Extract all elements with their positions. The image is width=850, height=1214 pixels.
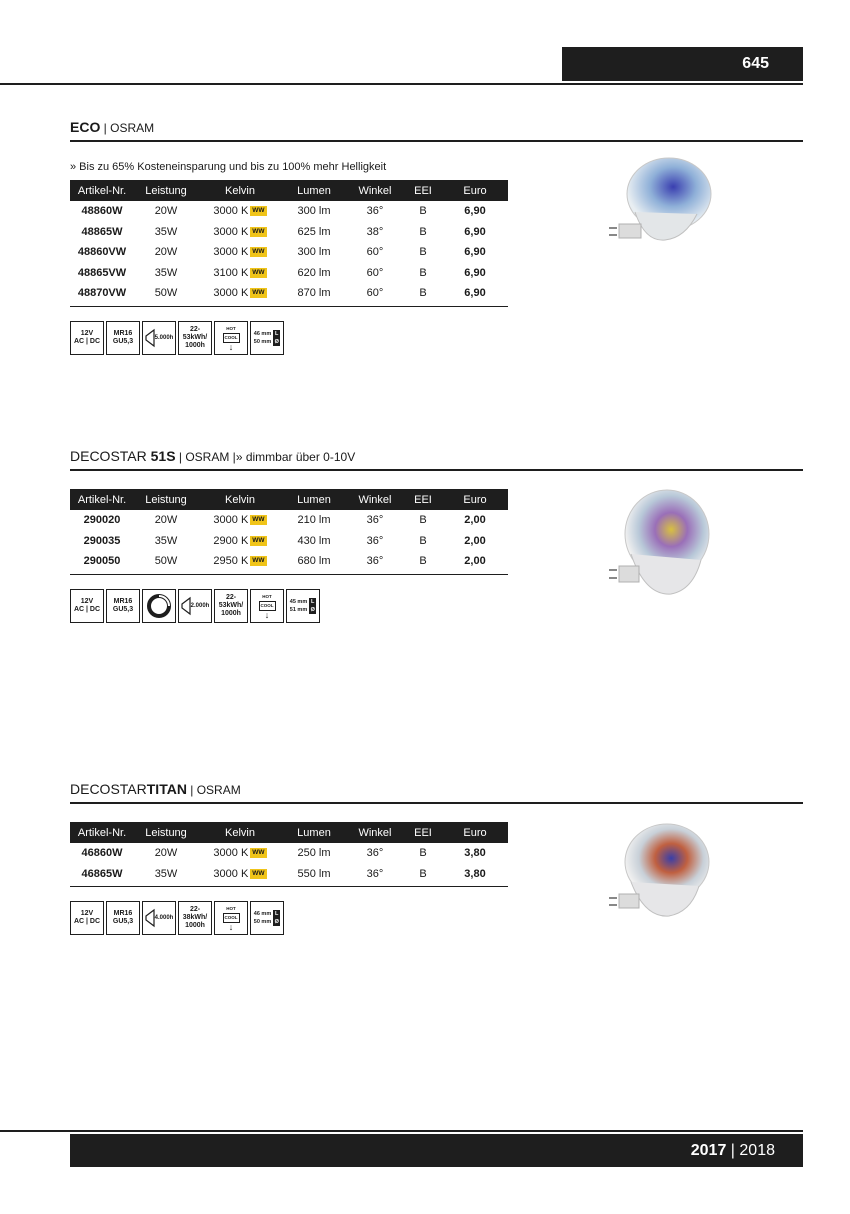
section-title [70, 117, 803, 137]
header-artikelnr: Artikel-Nr. [70, 489, 134, 510]
length-icon: L [275, 911, 279, 917]
header-leistung: Leistung [134, 180, 198, 201]
dimension-value: 50 mm [253, 338, 272, 345]
header-euro: Euro [442, 822, 508, 843]
header-winkel: Winkel [346, 822, 404, 843]
header-kelvin: Kelvin [198, 180, 282, 201]
warm-white-badge: WW [252, 869, 265, 877]
article-number: 46865W [81, 867, 123, 880]
energy-class: B [419, 287, 427, 300]
section-rule [70, 140, 803, 142]
header-lumen: Lumen [282, 180, 346, 201]
header-eei: EEI [404, 822, 442, 843]
table-rule [70, 574, 508, 575]
table-row [70, 263, 508, 284]
table-rule [70, 886, 508, 887]
energy-class: B [419, 225, 427, 238]
lumen: 300 lm [297, 246, 331, 259]
kelvin-value: 3000 K [213, 287, 249, 300]
power: 20W [154, 847, 178, 860]
lifetime-value: 2.000h [190, 602, 210, 609]
article-number: 48860VW [77, 246, 127, 259]
product-table [70, 489, 508, 572]
dimension-value: 51 mm [289, 606, 308, 613]
power: 20W [154, 246, 178, 259]
price: 2,00 [464, 534, 486, 547]
energy-class: B [419, 246, 427, 259]
table-row [70, 222, 508, 243]
kelvin [198, 242, 282, 263]
kelvin [198, 510, 282, 531]
footer-year-bold: 2017 [690, 1142, 727, 1159]
dimension-row [254, 330, 280, 338]
hot-cool-icon [214, 901, 248, 935]
energy-consumption-icon [178, 901, 212, 935]
section-rule [70, 469, 803, 471]
bottom-rule [0, 1130, 803, 1132]
kelvin [198, 283, 282, 304]
title-prefix: DECOSTAR [70, 781, 147, 797]
kelvin [198, 263, 282, 284]
dimensions-icon [286, 589, 320, 623]
header-euro: Euro [442, 489, 508, 510]
header-eei: EEI [404, 180, 442, 201]
dimension-row [254, 918, 280, 926]
energy-consumption-icon-line: 22-53kWh/ [218, 593, 244, 609]
footer-year: 2018 [739, 1142, 775, 1159]
title-bold: TITAN [146, 781, 187, 797]
power: 35W [154, 867, 178, 880]
beam-angle: 36° [366, 514, 384, 527]
power: 50W [154, 287, 178, 300]
halogen-bulb-image-eco [605, 152, 715, 257]
beam-angle: 60° [366, 246, 384, 259]
down-arrow-icon: ↓ [228, 341, 234, 352]
dimension-row [290, 606, 316, 614]
warm-white-badge: WW [252, 849, 265, 857]
energy-class: B [419, 534, 427, 547]
length-icon: L [275, 330, 279, 337]
socket-icon-line: GU5,3 [112, 605, 134, 613]
cool-label: COOL [259, 601, 276, 611]
kelvin-value: 3000 K [213, 867, 249, 880]
kelvin-value: 2950 K [213, 555, 249, 568]
voltage-icon-line: AC | DC [73, 918, 101, 925]
energy-consumption-icon [178, 321, 212, 355]
header-leistung: Leistung [134, 822, 198, 843]
price: 2,00 [464, 555, 486, 568]
footer-separator: | [730, 1142, 735, 1159]
dimension-row [254, 338, 280, 346]
socket-icon [106, 321, 140, 355]
price: 6,90 [464, 246, 486, 259]
beam-angle: 38° [366, 225, 384, 238]
section-note: » Bis zu 65% Kosteneinsparung und bis zu 100% mehr Helligkeit [70, 161, 387, 173]
dimension-value: 50 mm [253, 919, 272, 925]
price: 6,90 [464, 266, 486, 279]
voltage-icon [70, 589, 104, 623]
down-arrow-icon: ↓ [264, 609, 270, 620]
beam-angle: 36° [366, 847, 384, 860]
header-leistung: Leistung [134, 489, 198, 510]
socket-icon-line: MR16 [113, 910, 133, 917]
lifetime-icon [178, 589, 212, 623]
article-number: 290020 [83, 514, 121, 527]
power: 35W [154, 266, 178, 279]
kelvin [198, 864, 282, 885]
title-bold: 51S [150, 448, 176, 464]
price: 3,80 [464, 847, 486, 860]
length-icon: L [311, 598, 315, 605]
header-winkel: Winkel [346, 180, 404, 201]
voltage-icon-line: 12V [80, 910, 94, 917]
lifetime-value: 4.000h [154, 915, 174, 921]
table-header-row [70, 180, 508, 201]
energy-consumption-icon-line: 22-38kWh/ [182, 906, 208, 921]
warm-white-badge: WW [252, 536, 265, 544]
title-bold: ECO [70, 119, 101, 135]
warm-white-badge: WW [252, 227, 265, 235]
dimension-row [254, 910, 280, 918]
header-artikelnr: Artikel-Nr. [70, 180, 134, 201]
price: 6,90 [464, 287, 486, 300]
article-number: 48870VW [77, 287, 127, 300]
voltage-icon [70, 901, 104, 935]
table-row [70, 242, 508, 263]
article-number: 48865VW [77, 266, 127, 279]
hot-label: HOT [226, 906, 236, 911]
diameter-icon: Ø [274, 919, 279, 925]
table-row [70, 283, 508, 304]
energy-consumption-icon-line: 1000h [185, 922, 205, 929]
price: 6,90 [464, 205, 486, 218]
warm-white-badge: WW [252, 268, 265, 276]
dimension-row [290, 598, 316, 606]
energy-class: B [419, 847, 427, 860]
halogen-bulb-image-51s [605, 484, 715, 609]
dimension-value: 46 mm [253, 911, 272, 917]
voltage-icon-line: AC | DC [73, 605, 101, 613]
table-row [70, 843, 508, 864]
header-euro: Euro [442, 180, 508, 201]
table-header-row [70, 489, 508, 510]
socket-icon [106, 901, 140, 935]
warm-white-badge: WW [252, 289, 265, 297]
beam-angle: 36° [366, 534, 384, 547]
hot-label: HOT [262, 593, 272, 599]
price: 3,80 [464, 867, 486, 880]
kelvin-value: 2900 K [213, 534, 249, 547]
header-winkel: Winkel [346, 489, 404, 510]
halogen-bulb-image-titan [605, 818, 715, 928]
kelvin-value: 3000 K [213, 847, 249, 860]
title-brand: | OSRAM [100, 121, 155, 135]
product-table [70, 180, 508, 304]
power: 50W [154, 555, 178, 568]
dimensions-icon [250, 901, 284, 935]
lumen: 625 lm [297, 225, 331, 238]
kelvin-value: 3000 K [213, 246, 249, 259]
warm-white-badge: WW [252, 557, 265, 565]
title-brand: | OSRAM | [175, 450, 236, 464]
footer-years [70, 1134, 803, 1167]
kelvin [198, 531, 282, 552]
article-number: 46860W [81, 847, 123, 860]
kelvin-value: 3000 K [213, 225, 249, 238]
header-artikelnr: Artikel-Nr. [70, 822, 134, 843]
cool-label: COOL [223, 913, 240, 923]
lumen: 250 lm [297, 847, 331, 860]
price: 2,00 [464, 514, 486, 527]
beam-angle: 60° [366, 266, 384, 279]
table-row [70, 201, 508, 222]
header-kelvin: Kelvin [198, 822, 282, 843]
power: 20W [154, 514, 178, 527]
power: 35W [154, 225, 178, 238]
table-row [70, 531, 508, 552]
price: 6,90 [464, 225, 486, 238]
kelvin [198, 201, 282, 222]
diameter-icon: Ø [310, 606, 315, 613]
energy-class: B [419, 555, 427, 568]
lumen: 210 lm [297, 514, 331, 527]
socket-icon-line: MR16 [113, 597, 133, 605]
lumen: 550 lm [297, 867, 331, 880]
warm-white-badge: WW [252, 516, 265, 524]
page-number: 645 [562, 47, 803, 81]
energy-consumption-icon-line: 22-53kWh/ [182, 325, 208, 341]
beam-angle: 36° [366, 205, 384, 218]
power: 20W [154, 205, 178, 218]
energy-class: B [419, 514, 427, 527]
energy-class: B [419, 266, 427, 279]
header-eei: EEI [404, 489, 442, 510]
energy-consumption-icon-line: 1000h [221, 609, 241, 617]
table-row [70, 551, 508, 572]
dimensions-icon [250, 321, 284, 355]
energy-class: B [419, 867, 427, 880]
kelvin-value: 3000 K [213, 205, 249, 218]
section-title [70, 446, 803, 466]
table-row [70, 864, 508, 885]
energy-class: B [419, 205, 427, 218]
header-kelvin: Kelvin [198, 489, 282, 510]
section-rule [70, 802, 803, 804]
lumen: 870 lm [297, 287, 331, 300]
voltage-icon-line: AC | DC [73, 337, 101, 345]
beam-angle: 60° [366, 287, 384, 300]
warm-white-badge: WW [252, 207, 265, 215]
lumen: 680 lm [297, 555, 331, 568]
product-table [70, 822, 508, 884]
hot-cool-icon [214, 321, 248, 355]
kelvin [198, 843, 282, 864]
beam-angle: 36° [366, 867, 384, 880]
hot-cool-icon [250, 589, 284, 623]
kelvin-value: 3100 K [213, 266, 249, 279]
top-rule [0, 83, 803, 85]
header-lumen: Lumen [282, 822, 346, 843]
socket-icon [106, 589, 140, 623]
article-number: 290050 [83, 555, 121, 568]
diameter-icon: Ø [274, 338, 279, 345]
lifetime-icon [142, 901, 176, 935]
cool-label: COOL [223, 333, 240, 343]
dimension-value: 46 mm [253, 330, 272, 337]
article-number: 48865W [81, 225, 123, 238]
socket-icon-line: MR16 [113, 329, 133, 337]
lumen: 300 lm [297, 205, 331, 218]
title-prefix: DECOSTAR [70, 448, 151, 464]
hot-label: HOT [226, 325, 236, 331]
dimension-value: 45 mm [289, 598, 308, 605]
energy-consumption-icon [214, 589, 248, 623]
table-row [70, 510, 508, 531]
power: 35W [154, 534, 178, 547]
spec-icons [70, 321, 803, 355]
kelvin [198, 222, 282, 243]
down-arrow-icon: ↓ [228, 922, 234, 932]
header-lumen: Lumen [282, 489, 346, 510]
lumen: 430 lm [297, 534, 331, 547]
kelvin-value: 3000 K [213, 514, 249, 527]
table-rule [70, 306, 508, 307]
lumen: 620 lm [297, 266, 331, 279]
title-extra: » dimmbar über 0-10V [235, 450, 356, 464]
warm-white-badge: WW [252, 248, 265, 256]
article-number: 48860W [81, 205, 123, 218]
article-number: 290035 [83, 534, 121, 547]
section-title [70, 779, 803, 799]
beam-angle: 36° [366, 555, 384, 568]
lifetime-icon [142, 321, 176, 355]
voltage-icon-line: 12V [80, 329, 94, 337]
lifetime-value: 5.000h [154, 334, 174, 341]
kelvin [198, 551, 282, 572]
socket-icon-line: GU5,3 [112, 918, 134, 925]
dimmable-icon [142, 589, 176, 623]
title-brand: | OSRAM [186, 783, 241, 797]
energy-consumption-icon-line: 1000h [185, 341, 205, 349]
table-header-row [70, 822, 508, 843]
voltage-icon-line: 12V [80, 597, 94, 605]
voltage-icon [70, 321, 104, 355]
socket-icon-line: GU5,3 [112, 337, 134, 345]
